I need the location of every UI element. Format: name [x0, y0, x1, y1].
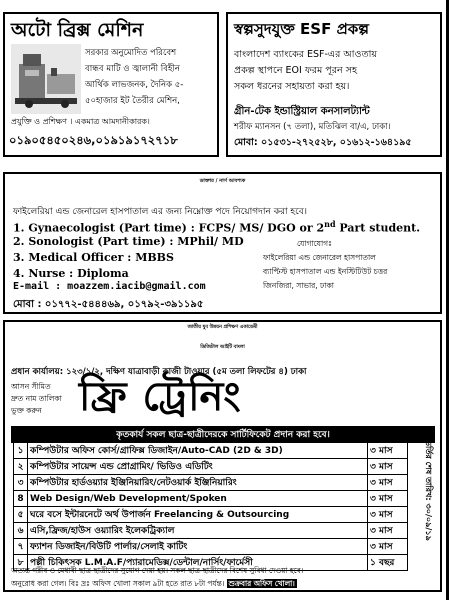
course-name: ঘরে বসে ইন্টারনেটে অর্থ উপার্জন Freelancing & Outsourcing — [28, 507, 368, 523]
ad-training-certificate: কৃতকার্য সকল ছাত্র-ছাত্রীদেরকে সার্টিফিকেট প্রদান করা হবে। — [11, 426, 435, 443]
course-duration: ৩ মাস — [368, 539, 408, 555]
course-duration: ৩ মাস — [368, 459, 408, 475]
ad-training-footer-highlight: শুক্রবার অফিস খোলা। — [228, 579, 295, 588]
table-row — [14, 507, 408, 523]
ad-brick-body-4: ৫০হাজার ইট তৈরীর মেশিন, — [85, 96, 180, 106]
ad-brick-machine — [3, 12, 219, 157]
course-no: ১ — [14, 443, 28, 459]
course-no: ৩ — [14, 475, 28, 491]
course-no: ৮ — [14, 555, 28, 571]
course-name: পল্লী চিকিৎসক L.M.A.F/প্যারামেডিক্স/ডেন্টাল/নার্সিং/ফার্মেসী — [28, 555, 368, 571]
ad-esf-body-3: সকল ধরনের সহায়তা করা হয়। — [234, 81, 350, 92]
table-row — [14, 539, 408, 555]
course-duration: ৩ মাস — [368, 443, 408, 459]
course-duration: ৩ মাস — [368, 491, 408, 507]
course-name: কম্পিউটার হার্ডওয়্যার ইঞ্জিনিয়ারিং/নেটওয়ার্ক ইঞ্জিনিয়ারিং — [28, 475, 368, 491]
ad-brick-body-1: সরকার অনুমোদিত পরিবেশ — [85, 48, 177, 58]
ad-doctor-contact-1: ফাইলেরিয়া এন্ড জেনারেল হাসপাতাল — [263, 253, 376, 262]
ad-brick-title: অটো ব্রিক্স মেশিন — [11, 19, 144, 41]
ad-training-banner: ফ্রি ট্রেনিং — [79, 374, 242, 420]
ad-brick-body-3: আর্থিক লাভজনক, দৈনিক ৫- — [85, 80, 184, 90]
ad-doctor-title: ডাক্তার / নার্স আবশ্যক — [199, 178, 246, 184]
ad-doctor-position-4: 4. Nurse : Diploma — [13, 267, 129, 280]
ad-doctor-contact-2: ব্যাপ্টিস্ট হাসপাতাল এন্ড ইনস্টিটিউট চত্তর — [263, 267, 388, 276]
table-row — [14, 443, 408, 459]
ad-doctor-contact-label: যোগাযোগঃ — [297, 239, 333, 248]
ad-doctor-position-1: 1. Gynaecologist (Part time) : FCPS/ MS/ DGO or 2nd Part student. — [13, 219, 421, 235]
table-row — [14, 491, 408, 507]
course-duration: ১ বছর — [368, 555, 408, 571]
ad-brick-footer: প্রযুক্তি ও প্রশিক্ষণ । একমাত্র আমদানীকারক। — [11, 117, 150, 126]
course-name: কম্পিউটার সায়েন্স এন্ড প্রোগ্রামিং/ ভিডিও এডিটিং — [28, 459, 368, 475]
course-name: ফ্যাশন ডিজাইন/বিউটি পার্লার/সেলাই কাটিং — [28, 539, 368, 555]
ad-training-vertical: ভর্তির শেষ তারিখ: ৩০/০৯/১৯ — [424, 440, 434, 541]
ad-training-title-2: ডিজিটাল আইটি বাংলা — [200, 345, 245, 350]
ad-doctor-position-3: 3. Medical Officer : MBBS — [13, 251, 174, 264]
course-no: ৫ — [14, 507, 28, 523]
page-edge-rule — [446, 0, 449, 600]
course-no: ৬ — [14, 523, 28, 539]
ad-doctor-nurse — [3, 172, 442, 314]
ad-esf-project — [226, 12, 442, 157]
ad-training-office: প্রধান কার্যালয়: ১২৩/১/২, দক্ষিণ যাত্রাবাড়ী কাজী টাওয়ার (৫ম তলা লিফটের ৪) ঢাকা — [11, 367, 307, 377]
ad-doctor-email: E-mail : moazzem.iacib@gmail.com — [13, 281, 206, 292]
course-name: এসি,ফ্রিজ/হাউস ওয়্যারিং ইলেকট্রিক্যাল — [28, 523, 368, 539]
ad-esf-address: শরীফ ম্যানসন (৭ তলা), মতিঝিল বা/এ, ঢাকা। — [234, 122, 391, 132]
course-duration: ৩ মাস — [368, 523, 408, 539]
ad-brick-body-2: বান্ধব মাটি ও জ্বালানী বিহীন — [85, 64, 180, 74]
ad-doctor-contact-3: জিনজিরা, সাভার, ঢাকা — [263, 281, 334, 290]
course-no: ৭ — [14, 539, 28, 555]
ad-doctor-mobile: মোবা : ০১৭৭২-৫৪৪৪৬৯, ০১৭৯২-৩৯১১৯৫ — [13, 299, 204, 310]
table-row — [14, 555, 408, 571]
ad-doctor-part-student: Part student. — [339, 221, 421, 235]
ad-doctor-position-2: 2. Sonologist (Part time) : MPhil/ MD — [13, 235, 244, 248]
ad-brick-phone: ০১৯০৫৪৫০২৪৬,০১৯১৯১৭২৭১৮ — [9, 133, 178, 147]
ad-training-side-2: দ্রুত নাম তালিকা — [11, 394, 62, 403]
ad-esf-company: গ্রীন-টেক ইন্ডাস্ট্রিয়াল কনসালট্যান্ট — [234, 106, 370, 117]
brick-machine-image — [11, 44, 81, 114]
ad-esf-phone: মোবা: ০১৫৩১-২৭২৫২৮, ০১৬১২-১৬৪১৯৫ — [234, 137, 412, 148]
course-table — [13, 442, 408, 571]
course-duration: ৩ মাস — [368, 475, 408, 491]
table-row — [14, 475, 408, 491]
ad-training-title-1: জাতীয় যুব উন্নয়ন প্রশিক্ষণ একাডেমী — [187, 325, 258, 330]
ad-doctor-intro: ফাইলেরিয়া এন্ড জেনারেল হাসপাতাল এর জন্য নিম্নোক্ত পদে নিয়োগদান করা হবে। — [13, 207, 307, 217]
ad-training-footer-1: অত্যন্ত গরীব ও মেধাবী ছাত্র-ছাত্রীদের সুযোগ দেয়া হয়। সকল ছাত্র-ছাত্রীদের বিশেষ সুবিধা দেওয়া হবে। — [11, 566, 304, 575]
course-duration: ৩ মাস — [368, 507, 408, 523]
course-no: ২ — [14, 459, 28, 475]
course-name: Web Design/Web Development/Spoken — [28, 491, 368, 507]
ad-doctor-sup-nd: nd — [324, 219, 336, 229]
ad-training-footer-2: অনুরোধ করা গেল। বিঃ দ্রঃ অফিস খোলা সকাল ৯টা হতে রাত ৮টা পর্যন্ত। শুক্রবার অফিস খোলা। — [11, 579, 295, 588]
ad-training-side-3: ভুক্ত করুন — [11, 406, 42, 415]
table-row — [14, 523, 408, 539]
ad-esf-body-2: প্রকল্প স্থাপনে EOI ফরম পূরন সহ — [234, 65, 357, 76]
course-no: 8 — [14, 491, 28, 507]
course-name: কম্পিউটার অফিস কোর্স/গ্রাফিক্স ডিজাইন/Auto-CAD (2D & 3D) — [28, 443, 368, 459]
table-row — [14, 459, 408, 475]
ad-esf-title: স্বল্পসুদযুক্ত ESF প্রকল্প — [234, 20, 369, 38]
ad-esf-body-1: বাংলাদেশ ব্যাংকের ESF-এর আওতায় — [234, 49, 377, 60]
ad-training-side-1: আসন সীমিত — [11, 382, 51, 391]
